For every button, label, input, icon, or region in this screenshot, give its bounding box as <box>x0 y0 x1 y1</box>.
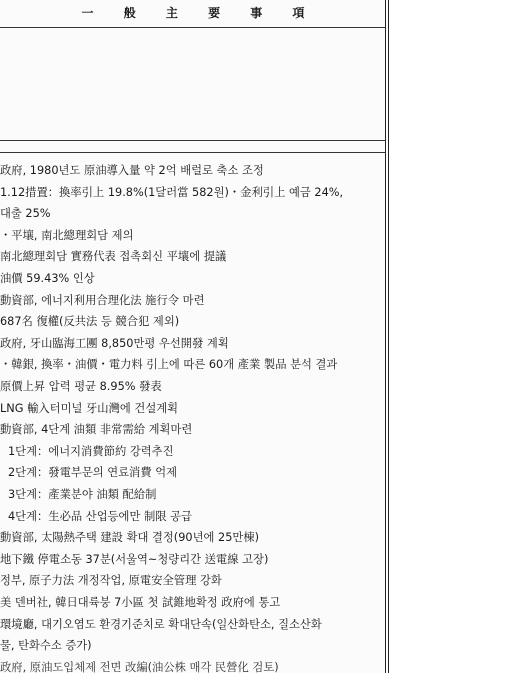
event-line: 4단계：生必品 산업등에만 制限 공급 <box>8 509 192 523</box>
event-line: 政府, 牙山臨海工團 8,850만평 우선開發 계획 <box>0 336 229 350</box>
event-line: 물, 탄화수소 증가) <box>0 639 92 653</box>
event-line: 정부, 原子力法 개정작업, 原電安全管理 강화 <box>0 574 222 588</box>
event-line: 687名 復權(反共法 등 競合犯 제외) <box>0 315 180 329</box>
event-line: 南北總理회담 實務代表 접촉회신 平壤에 提議 <box>0 250 227 264</box>
event-line: 油價 59.43% 인상 <box>0 272 95 285</box>
event-line: 政府, 1980년도 原油導入量 약 2억 배럴로 축소 조정 <box>0 164 264 177</box>
event-line: 美 덴버社, 韓日대륙붕 7小區 첫 試錐地확정 政府에 통고 <box>0 596 281 609</box>
page-edge-rule <box>385 0 389 673</box>
event-line: ・韓銀, 換率・油價・電力料 引上에 따른 60개 產業 製品 분석 결과 <box>0 358 338 372</box>
event-line: LNG 輸入터미널 牙山灣에 건설계획 <box>0 401 179 415</box>
section-rule-top <box>0 140 386 141</box>
event-line: 政府, 原油도입체제 전면 改編(油公株 매각 民營化 검토) <box>0 660 279 673</box>
event-line: 動資部, 太陽熱주택 建設 확대 결정(90년에 25만棟) <box>0 531 259 545</box>
event-line: 動資部, 에너지利用合理化法 施行令 마련 <box>0 293 205 307</box>
event-line: 2단계：發電부문의 연료消費 억제 <box>8 466 178 480</box>
event-line: 대출 25% <box>0 207 51 221</box>
event-line: 地下鐵 停電소동 37분(서울역~청량리간 送電線 고장) <box>0 552 269 566</box>
section-rule-bottom <box>0 152 386 153</box>
header-rule <box>0 27 386 28</box>
event-line: 1단계：에너지消費節約 강력추진 <box>8 444 174 458</box>
event-line: 環境廳, 대기오염도 환경기준치로 확대단속(일산화탄소, 질소산화 <box>0 617 322 631</box>
event-line: 1.12措置：換率引上 19.8%(1달러當 582원)・金利引上 예금 24%, <box>0 185 344 199</box>
event-line: 動資部, 4단계 油類 非常需給 계획마련 <box>0 423 193 437</box>
section-header: 一 般 主 要 事 項 <box>81 6 318 20</box>
event-line: 原價上昇 압력 평균 8.95% 發表 <box>0 380 162 393</box>
event-line: 3단계：產業분야 油類 配給制 <box>8 488 157 501</box>
event-line: ・平壤, 南北總理회담 제의 <box>0 228 134 242</box>
